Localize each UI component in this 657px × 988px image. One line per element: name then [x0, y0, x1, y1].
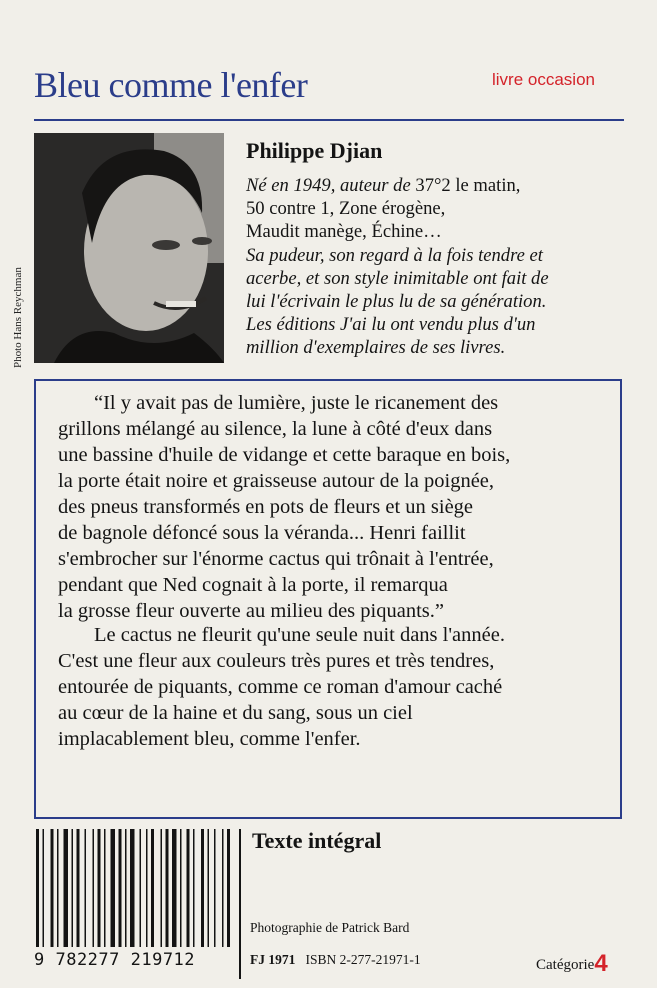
blurb-line: entourée de piquants, comme ce roman d'amour caché	[58, 676, 503, 698]
bio-line: acerbe, et son style inimitable ont fait de	[246, 267, 549, 289]
quote-line: la grosse fleur ouverte au milieu des piquants.”	[58, 600, 444, 622]
reference-line	[250, 952, 421, 968]
category-label: Catégorie	[536, 957, 595, 973]
quote-line: s'embrocher sur l'énorme cactus qui trônait à l'entrée,	[58, 548, 494, 570]
quote-line: une bassine d'huile de vidange et cette baraque en bois,	[58, 444, 511, 466]
bio-line: 50 contre 1, Zone érogène,	[246, 198, 446, 220]
bio-line: Les éditions J'ai lu ont vendu plus d'un	[246, 314, 536, 336]
barcode	[34, 829, 236, 947]
cover-photo-credit: Photographie de Patrick Bard	[250, 920, 410, 935]
category	[536, 950, 608, 978]
author-bio	[246, 174, 626, 360]
quote-line: “Il y avait pas de lumière, juste le ricanement des	[94, 392, 499, 414]
book-title: Bleu comme l'enfer	[34, 65, 308, 105]
isbn: ISBN 2-277-21971-1	[305, 952, 421, 967]
blurb-line: au cœur de la haine et du sang, sous un ciel	[58, 702, 413, 724]
bio-line: Maudit manège, Échine…	[246, 221, 442, 243]
used-book-tag: livre occasion	[492, 70, 595, 89]
bio-line: Né en 1949, auteur de 37°2 le matin,	[246, 175, 521, 196]
edition-label: Texte intégral	[252, 828, 382, 853]
blurb-line: C'est une fleur aux couleurs très pures et très tendres,	[58, 650, 495, 672]
bio-line: lui l'écrivain le plus lu de sa génération.	[246, 291, 547, 313]
author-photo	[34, 133, 224, 363]
quote-line: des pneus transformés en pots de fleurs et un siège	[58, 496, 474, 518]
excerpt-quote	[58, 390, 618, 624]
title-rule	[34, 119, 624, 121]
ref-code: FJ 1971	[250, 952, 296, 967]
bio-line: Sa pudeur, son regard à la fois tendre et	[246, 244, 543, 266]
quote-line: la porte était noire et graisseuse autour de la poignée,	[58, 470, 495, 492]
quote-line: de bagnole défoncé sous la véranda... Henri faillit	[58, 522, 466, 544]
quote-line: grillons mélangé au silence, la lune à côté d'eux dans	[58, 418, 493, 440]
barcode-digits: 9 782277 219712	[34, 950, 196, 970]
quote-line: pendant que Ned cognait à la porte, il remarqua	[58, 574, 448, 596]
book-blurb	[58, 622, 618, 752]
category-number: 4	[594, 950, 608, 977]
blurb-line: implacablement bleu, comme l'enfer.	[58, 728, 361, 750]
bio-line: million d'exemplaires de ses livres.	[246, 337, 506, 359]
barcode-divider	[239, 829, 241, 979]
blurb-line: Le cactus ne fleurit qu'une seule nuit dans l'année.	[94, 624, 505, 646]
photo-credit: Photo Hans Reychman	[12, 267, 24, 368]
author-name: Philippe Djian	[246, 138, 383, 163]
